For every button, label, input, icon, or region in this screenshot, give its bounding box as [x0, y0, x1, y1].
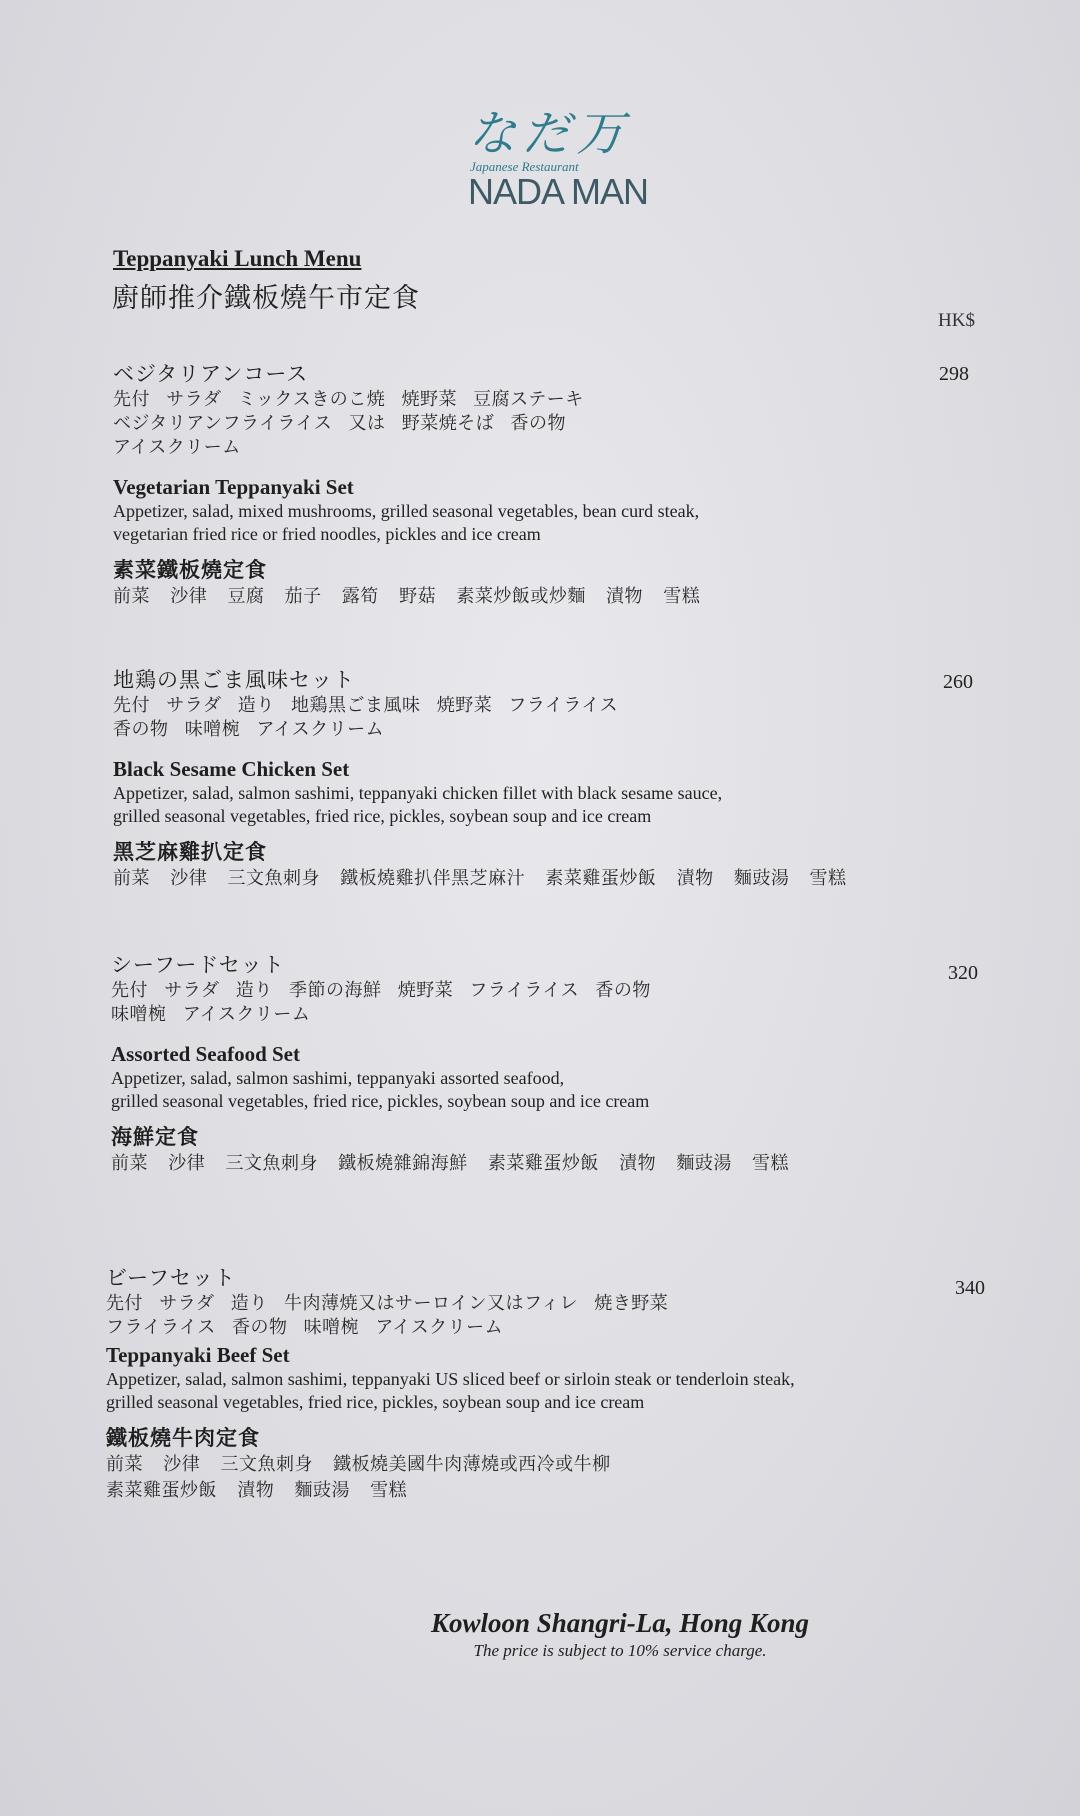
menu-item-teppanyaki-beef [106, 1264, 966, 1504]
item-japanese-desc-line: 味噌椀 アイスクリーム [111, 1004, 311, 1025]
item-english-desc-line: grilled seasonal vegetables, fried rice, pickles, soybean soup and ice cream [113, 806, 652, 826]
logo-english-text: NADA MAN [468, 171, 649, 212]
item-english-desc-line: grilled seasonal vegetables, fried rice, pickles, soybean soup and ice cream [106, 1392, 645, 1412]
restaurant-logo [468, 108, 730, 210]
item-chinese-desc-line: 前菜 沙律 三文魚刺身 鐵板燒美國牛肉薄燒或西冷或牛柳 [106, 1454, 611, 1475]
item-japanese-name: ベジタリアンコース [113, 362, 309, 386]
item-english-desc-line: Appetizer, salad, mixed mushrooms, grilled seasonal vegetables, bean curd steak, [113, 501, 700, 521]
item-japanese-name: 地鶏の黒ごま風味セット [113, 668, 355, 692]
item-chinese-desc-line: 前菜 沙律 三文魚刺身 鐵板燒雞扒伴黑芝麻汁 素菜雞蛋炒飯 漬物 麵豉湯 雪糕 [113, 868, 847, 889]
hotel-name: Kowloon Shangri-La, Hong Kong [430, 1608, 810, 1638]
logo-japanese-text: なだ万 [468, 106, 631, 162]
footer [400, 1606, 840, 1662]
item-japanese-desc-line: ベジタリアンフライライス 又は 野菜焼そば 香の物 [113, 413, 566, 434]
item-japanese-desc-line: 香の物 味噌椀 アイスクリーム [113, 719, 385, 740]
item-chinese-name: 黑芝麻雞扒定食 [113, 840, 267, 864]
item-english-desc-line: grilled seasonal vegetables, fried rice, pickles, soybean soup and ice cream [111, 1091, 650, 1111]
currency-label: HK$ [938, 310, 975, 331]
menu-item-vegetarian [113, 360, 973, 610]
item-price: 298 [939, 363, 969, 385]
item-chinese-name: 素菜鐵板燒定食 [113, 558, 267, 582]
menu-title-english: Teppanyaki Lunch Menu [113, 246, 362, 271]
item-japanese-desc-line: 先付 サラダ ミックスきのこ焼 焼野菜 豆腐ステーキ [113, 389, 584, 410]
item-english-desc-line: Appetizer, salad, salmon sashimi, teppanyaki US sliced beef or sirloin steak or tenderloin steak, [106, 1369, 795, 1389]
item-english-desc-line: Appetizer, salad, salmon sashimi, teppanyaki assorted seafood, [111, 1068, 565, 1088]
item-english-name: Assorted Seafood Set [111, 1042, 300, 1066]
menu-title-chinese: 廚師推介鐵板燒午市定食 [112, 283, 420, 314]
item-japanese-name: シーフードセット [111, 953, 285, 977]
item-chinese-desc-line: 前菜 沙律 三文魚刺身 鐵板燒雜錦海鮮 素菜雞蛋炒飯 漬物 麵豉湯 雪糕 [111, 1153, 790, 1174]
item-japanese-desc-line: 先付 サラダ 造り 牛肉薄焼又はサーロイン又はフィレ 焼き野菜 [106, 1293, 669, 1314]
item-chinese-name: 鐵板燒牛肉定食 [106, 1426, 260, 1450]
item-price: 260 [943, 671, 973, 693]
item-price: 340 [955, 1277, 985, 1299]
item-english-name: Vegetarian Teppanyaki Set [113, 475, 354, 499]
item-chinese-desc-line: 素菜雞蛋炒飯 漬物 麵豉湯 雪糕 [106, 1480, 408, 1501]
item-japanese-desc-line: 先付 サラダ 造り 地鶏黒ごま風味 焼野菜 フライライス [113, 695, 619, 716]
item-chinese-name: 海鮮定食 [111, 1125, 199, 1149]
logo-subtitle: Japanese Restaurant [470, 159, 579, 174]
service-charge-note: The price is subject to 10% service charge. [473, 1641, 767, 1660]
item-price: 320 [948, 962, 978, 984]
menu-item-assorted-seafood [111, 951, 971, 1177]
menu-item-black-sesame-chicken [113, 666, 973, 892]
item-japanese-desc-line: アイスクリーム [113, 437, 241, 458]
item-chinese-desc-line: 前菜 沙律 豆腐 茄子 露筍 野菇 素菜炒飯或炒麵 漬物 雪糕 [113, 586, 701, 607]
item-japanese-desc-line: フライライス 香の物 味噌椀 アイスクリーム [106, 1317, 504, 1338]
item-english-name: Teppanyaki Beef Set [106, 1343, 290, 1367]
item-english-desc-line: vegetarian fried rice or fried noodles, pickles and ice cream [113, 524, 541, 544]
item-japanese-desc-line: 先付 サラダ 造り 季節の海鮮 焼野菜 フライライス 香の物 [111, 980, 651, 1001]
item-japanese-name: ビーフセット [106, 1266, 236, 1290]
item-english-name: Black Sesame Chicken Set [113, 757, 350, 781]
item-english-desc-line: Appetizer, salad, salmon sashimi, teppanyaki chicken fillet with black sesame sauce, [113, 783, 723, 803]
